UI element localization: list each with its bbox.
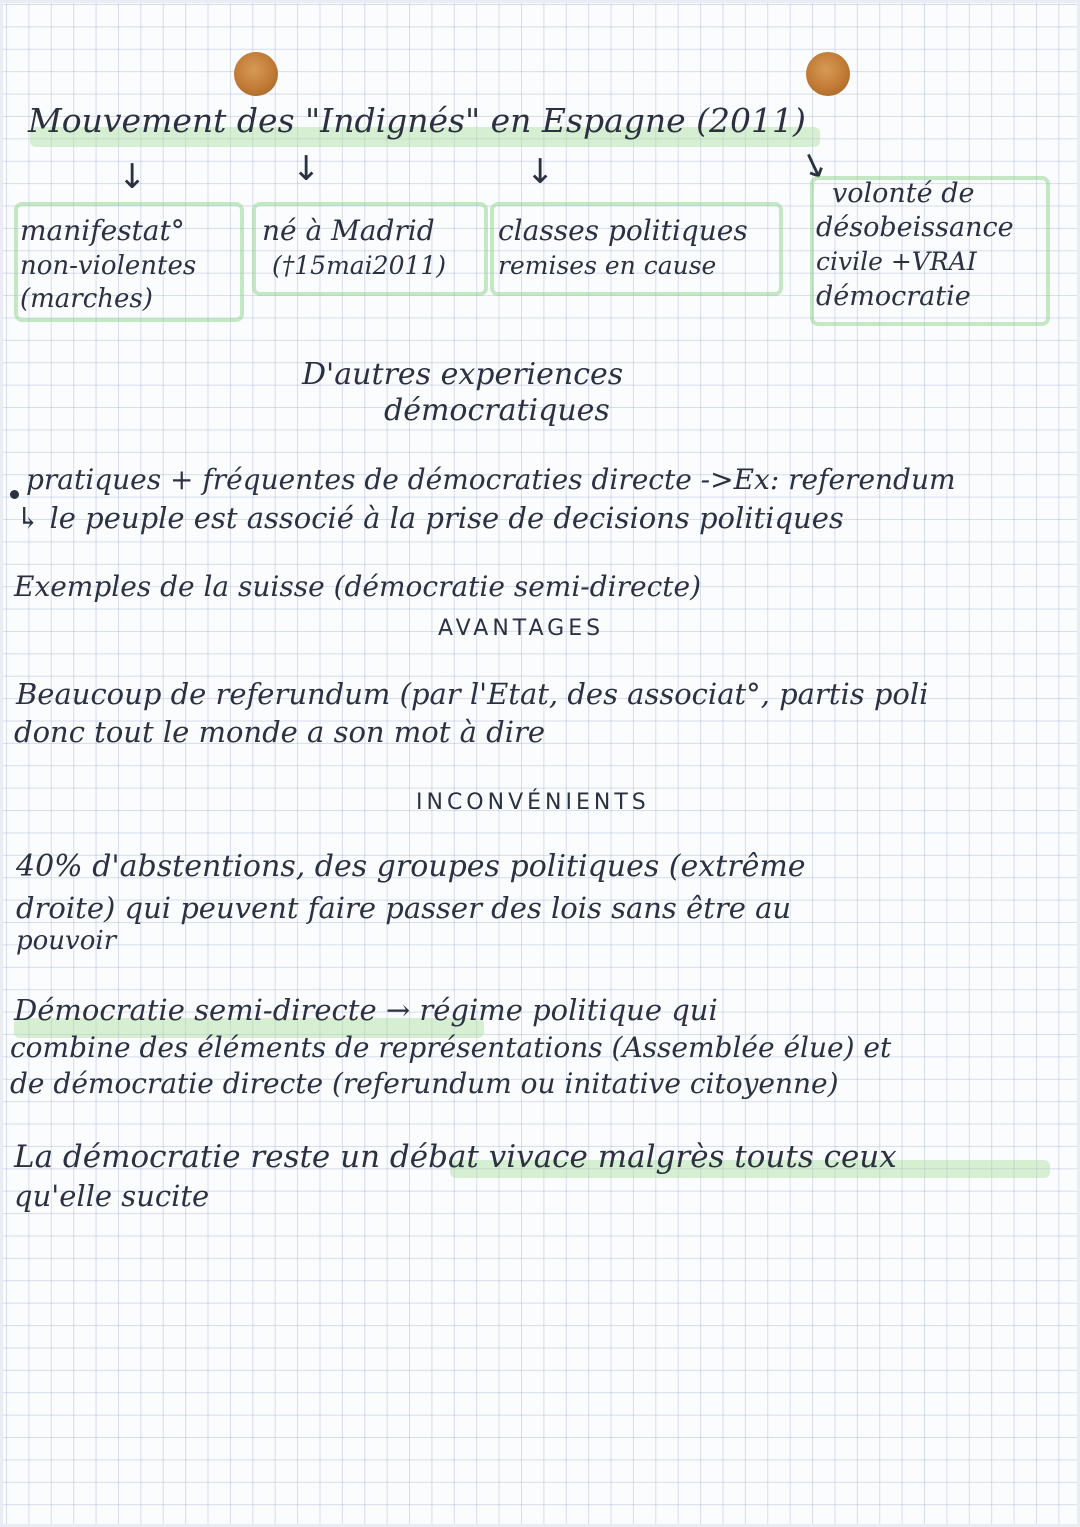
branch-2-line-1: né à Madrid (262, 214, 435, 247)
section-title-line-2: démocratiques (384, 393, 610, 428)
definition-line-2: combine des éléments de représentations (Assemblée élue) et (10, 1031, 892, 1064)
definition-line-3: de démocratie directe (referundum ou initative citoyenne) (10, 1067, 839, 1100)
branch-4-line-1: volonté de (832, 178, 975, 209)
conclusion-line-2: qu'elle sucite (14, 1179, 210, 1213)
advantages-line-1: Beaucoup de referundum (par l'Etat, des associat°, partis poli (16, 677, 929, 711)
branch-1-line-1: manifestat° (20, 214, 185, 247)
practices-arrow-line: ↳ le peuple est associé à la prise de decisions politiques (16, 501, 844, 535)
disadvantages-line-1: 40% d'abstentions, des groupes politiques (extrême (16, 849, 806, 884)
branch-1-line-2: non-violentes (20, 251, 197, 281)
binder-hole-left (234, 52, 278, 96)
disadvantages-title: INCONVÉNIENTS (416, 790, 650, 815)
definition-line-1: Démocratie semi-directe → régime politique qui (14, 993, 718, 1027)
branch-1-line-3: (marches) (20, 284, 153, 314)
branch-4-line-4: démocratie (816, 281, 971, 312)
branch-2-line-2: (†15mai2011) (272, 251, 447, 280)
branch-4-line-2: désobeissance (816, 212, 1014, 243)
swiss-intro: Exemples de la suisse (démocratie semi-directe) (14, 570, 702, 603)
practices-bullet-line: pratiques + fréquentes de démocraties directe ->Ex: referendum (26, 463, 956, 496)
advantages-title: AVANTAGES (438, 616, 605, 641)
branch-4-line-3: civile +VRAI (816, 247, 977, 276)
section-title-line-1: D'autres experiences (302, 357, 624, 392)
advantages-line-2: donc tout le monde a son mot à dire (14, 715, 546, 749)
branch-3-line-2: remises en cause (498, 251, 717, 280)
disadvantages-line-2: droite) qui peuvent faire passer des lois sans être au (16, 891, 792, 925)
arrow-down-icon: ↓ (292, 149, 321, 189)
bullet-icon (10, 490, 19, 499)
binder-hole-right (806, 52, 850, 96)
arrow-down-icon: ↓ (526, 152, 555, 192)
disadvantages-line-3: pouvoir (16, 926, 117, 956)
arrow-down-icon: ↓ (118, 157, 147, 197)
conclusion-line-1: La démocratie reste un débat vivace malgrès touts ceux (14, 1139, 897, 1175)
arrow-down-icon: ↓ (792, 142, 836, 192)
branch-3-line-1: classes politiques (498, 214, 748, 247)
page-title: Mouvement des "Indignés" en Espagne (2011) (28, 101, 806, 140)
